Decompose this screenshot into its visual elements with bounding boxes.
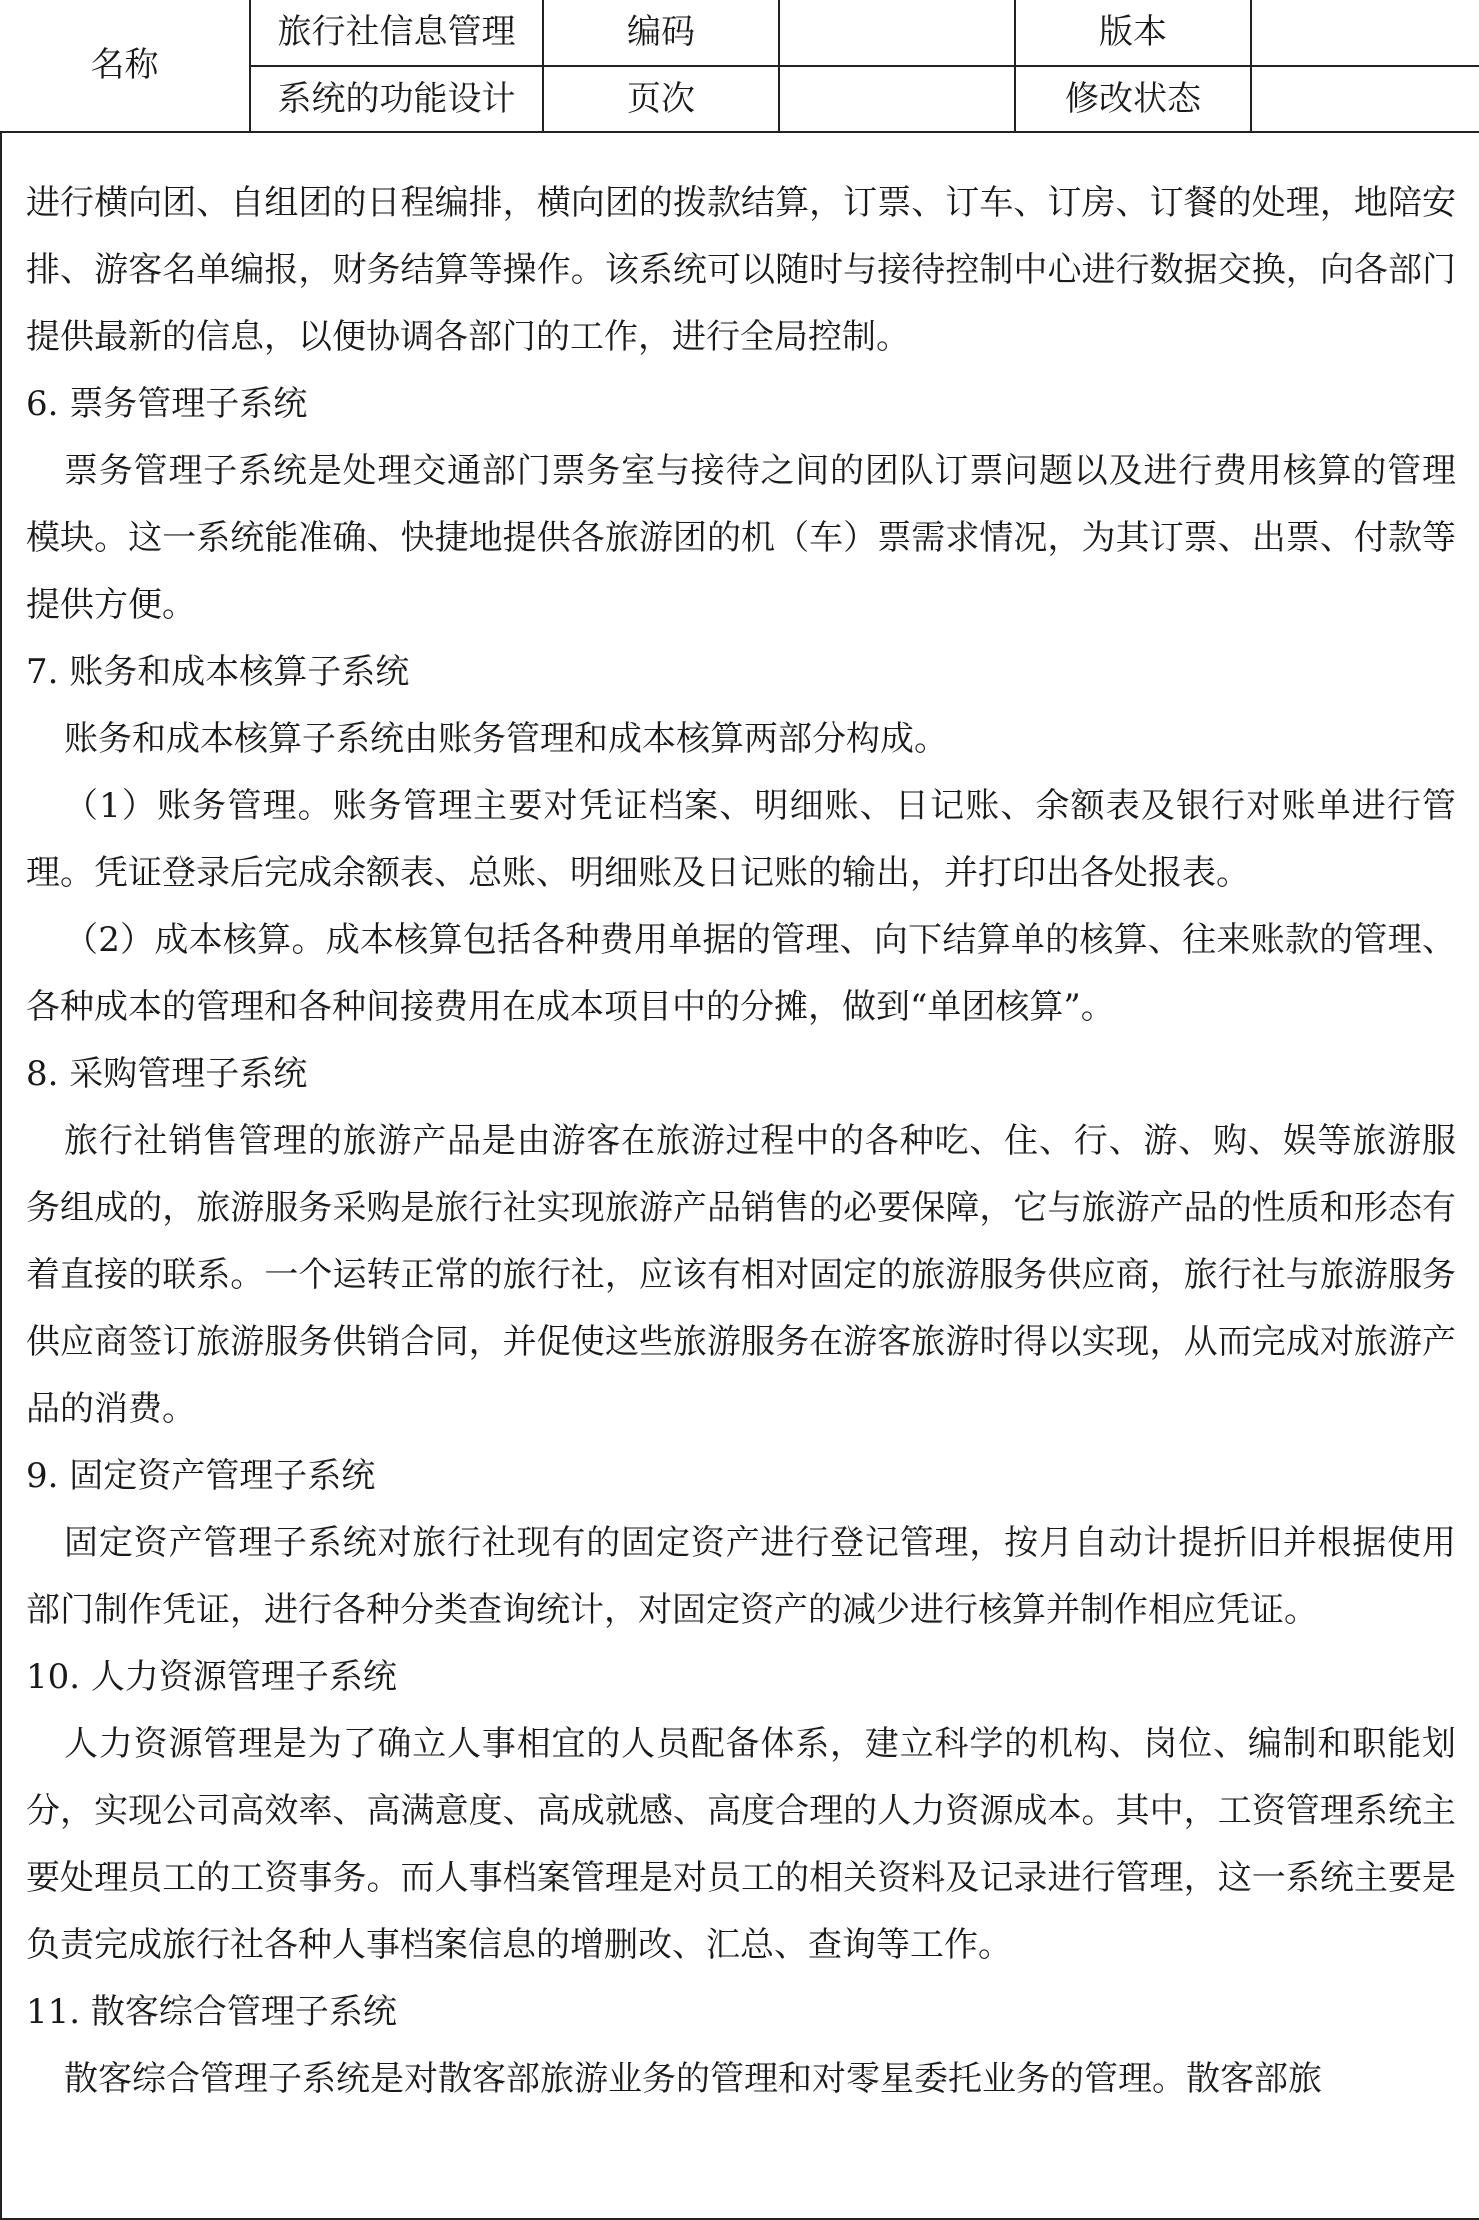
section-10-heading: 10. 人力资源管理子系统 <box>26 1657 397 1697</box>
status-label: 修改状态 <box>1065 78 1201 119</box>
section-7-paragraph-2: （1）账务管理。账务管理主要对凭证档案、明细账、日记账、余额表及银行对账单进行管理。凭证登录后完成余额表、总账、明细账及日记账的输出，并打印出各处报表。 <box>26 786 1456 893</box>
page-label: 页次 <box>627 78 695 119</box>
status-label-cell <box>1015 66 1251 132</box>
page-label-cell <box>543 66 779 132</box>
document-header-table <box>0 0 1479 133</box>
document-title-line2: 系统的功能设计 <box>277 78 516 119</box>
section-9-paragraph: 固定资产管理子系统对旅行社现有的固定资产进行登记管理，按月自动计提折旧并根据使用部门制作凭证，进行各种分类查询统计，对固定资产的减少进行核算并制作相应凭证。 <box>26 1523 1456 1630</box>
section-7-paragraph-1: 账务和成本核算子系统由账务管理和成本核算两部分构成。 <box>64 719 948 759</box>
code-label: 编码 <box>627 12 695 53</box>
section-7-paragraph-3: （2）成本核算。成本核算包括各种费用单据的管理、向下结算单的核算、往来账款的管理、各种成本的管理和各种间接费用在成本项目中的分摊，做到“单团核算”。 <box>26 920 1456 1027</box>
section-8-paragraph: 旅行社销售管理的旅游产品是由游客在旅游过程中的各种吃、住、行、游、购、娱等旅游服务组成的，旅游服务采购是旅行社实现旅游产品销售的必要保障，它与旅游产品的性质和形态有着直接的联系。一个运转正常的旅行社，应该有相对固定的旅游服务供应商，旅行社与旅游服务供应商签订旅游服务供销合同，并促使这些旅游服务在游客旅游时得以实现，从而完成对旅游产品的消费。 <box>26 1121 1456 1429</box>
section-6-paragraph: 票务管理子系统是处理交通部门票务室与接待之间的团队订票问题以及进行费用核算的管理模块。这一系统能准确、快捷地提供各旅游团的机（车）票需求情况，为其订票、出票、付款等提供方便。 <box>26 451 1456 625</box>
document-body <box>26 170 1456 2113</box>
status-value-cell <box>1251 66 1479 132</box>
page-value-cell <box>779 66 1015 132</box>
name-label-cell <box>0 0 250 132</box>
document-title-line1: 旅行社信息管理 <box>277 12 516 53</box>
version-label: 版本 <box>1099 12 1167 53</box>
version-value-cell <box>1251 0 1479 66</box>
intro-paragraph: 进行横向团、自组团的日程编排，横向团的拨款结算，订票、订车、订房、订餐的处理，地陪安排、游客名单编报，财务结算等操作。该系统可以随时与接待控制中心进行数据交换，向各部门提供最新的信息，以便协调各部门的工作，进行全局控制。 <box>26 183 1456 357</box>
code-label-cell <box>543 0 779 66</box>
section-7-heading: 7. 账务和成本核算子系统 <box>26 652 410 692</box>
section-10-paragraph: 人力资源管理是为了确立人事相宜的人员配备体系，建立科学的机构、岗位、编制和职能划分，实现公司高效率、高满意度、高成就感、高度合理的人力资源成本。其中，工资管理系统主要处理员工的工资事务。而人事档案管理是对员工的相关资料及记录进行管理，这一系统主要是负责完成旅行社各种人事档案信息的增删改、汇总、查询等工作。 <box>26 1724 1456 1965</box>
code-value-cell <box>779 0 1015 66</box>
name-label: 名称 <box>90 45 159 86</box>
title-line1-cell <box>250 0 543 66</box>
section-9-heading: 9. 固定资产管理子系统 <box>26 1456 376 1496</box>
section-11-heading: 11. 散客综合管理子系统 <box>26 1992 397 2032</box>
section-11-paragraph: 散客综合管理子系统是对散客部旅游业务的管理和对零星委托业务的管理。散客部旅 <box>64 2059 1322 2099</box>
title-line2-cell <box>250 66 543 132</box>
section-8-heading: 8. 采购管理子系统 <box>26 1054 308 1094</box>
version-label-cell <box>1015 0 1251 66</box>
section-6-heading: 6. 票务管理子系统 <box>26 384 308 424</box>
